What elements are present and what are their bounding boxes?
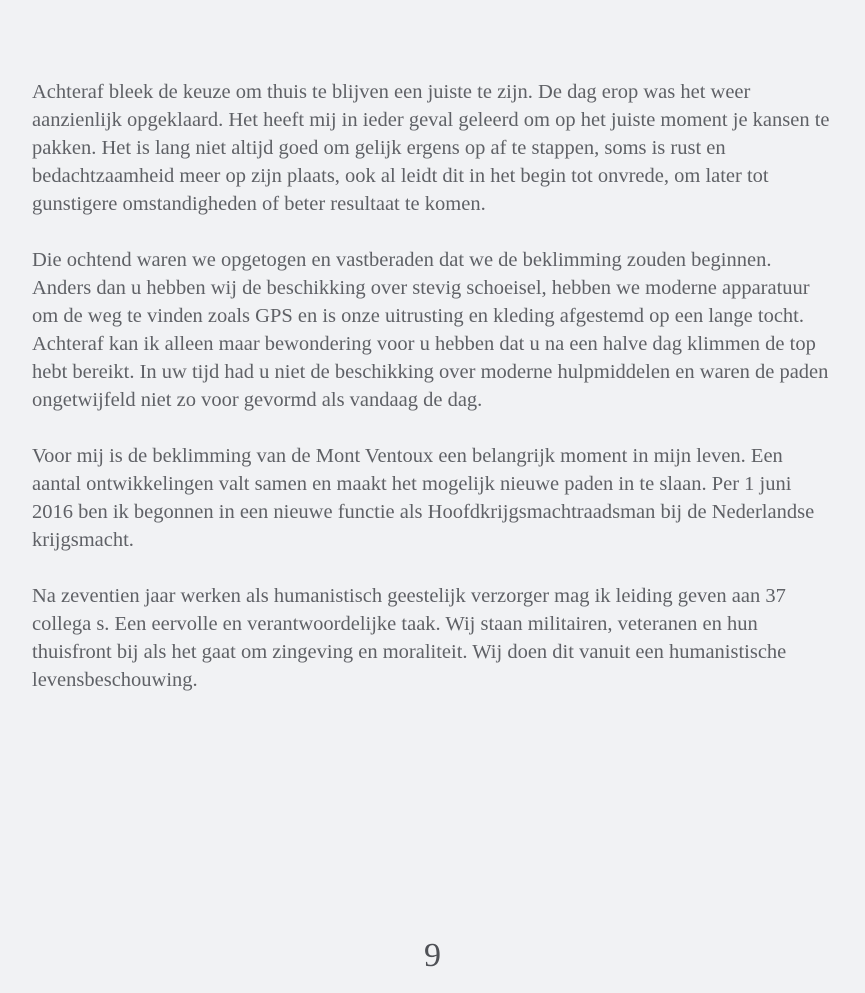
page-number: 9 xyxy=(424,937,441,974)
paragraph-3: Voor mij is de beklimming van de Mont Ventoux een belangrijk moment in mijn leven. Een aantal ontwikkelingen valt samen en maakt het mogelijk nieuwe paden in te slaan. Per 1 juni 2016 ben ik begonnen in een nieuwe functie als Hoofdkrijgsmachtraadsman bij de Nederlandse krijgsmacht. xyxy=(32,445,815,551)
paragraph-2: Die ochtend waren we opgetogen en vastberaden dat we de beklimming zouden beginnen. Anders dan u hebben wij de beschikking over stevig schoeisel, hebben we moderne apparatuur om de weg te vinden zoals GPS en is onze uitrusting en kleding afgestemd op een lange tocht. Achteraf kan ik alleen maar bewondering voor u hebben dat u na een halve dag klimmen de top hebt bereikt. In uw tijd had u niet de beschikking over moderne hulpmiddelen en waren de paden ongetwijfeld niet zo voor gevormd als vandaag de dag. xyxy=(32,249,829,411)
body-text xyxy=(32,78,832,722)
paragraph-4: Na zeventien jaar werken als humanistisch geestelijk verzorger mag ik leiding geven aan 37 collega s. Een eervolle en verantwoordelijke taak. Wij staan militairen, veteranen en hun thuisfront bij als het gaat om zingeving en moraliteit. Wij doen dit vanuit een humanistische levensbeschouwing. xyxy=(32,585,787,691)
paragraph-1: Achteraf bleek de keuze om thuis te blijven een juiste te zijn. De dag erop was het weer aanzienlijk opgeklaard. Het heeft mij in ieder geval geleerd om op het juiste moment je kansen te pakken. Het is lang niet altijd goed om gelijk ergens op af te stappen, soms is rust en bedachtzaamheid meer op zijn plaats, ook al leidt dit in het begin tot onvrede, om later tot gunstigere omstandigheden of beter resultaat te komen. xyxy=(32,81,830,215)
